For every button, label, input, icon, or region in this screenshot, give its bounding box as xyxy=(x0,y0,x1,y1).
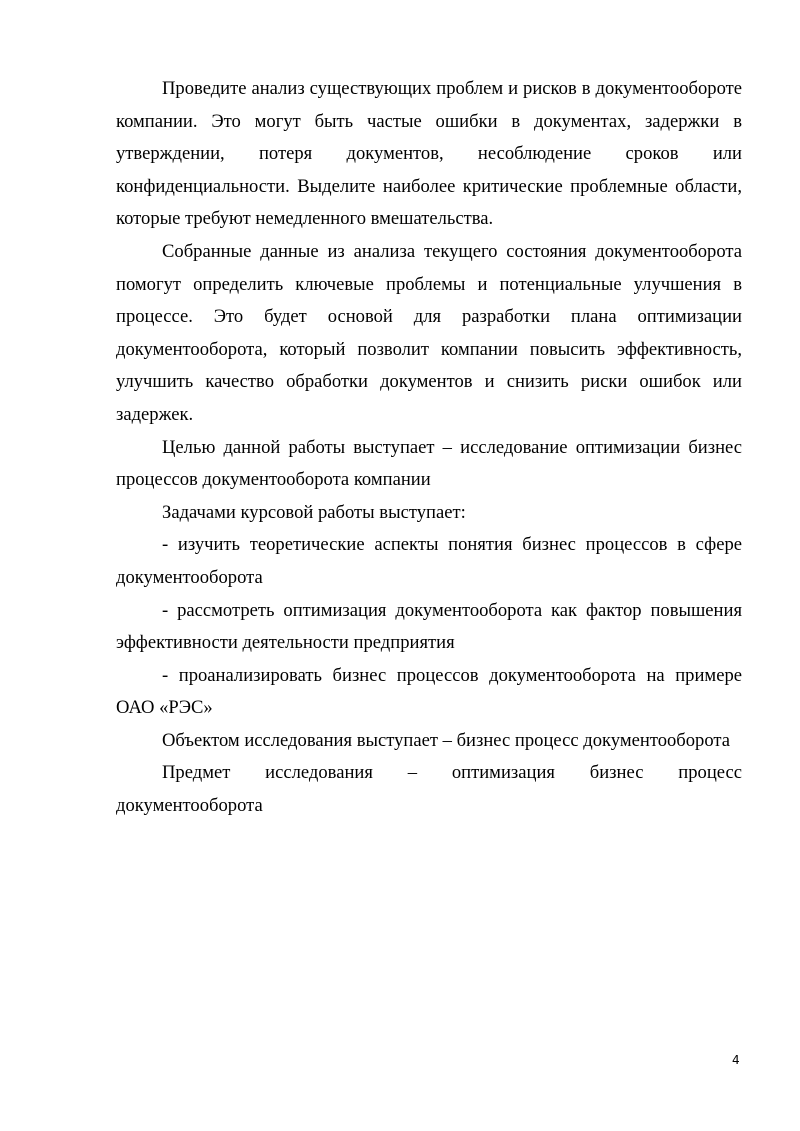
task-item-optimization: - рассмотреть оптимизация документооборота как фактор повышения эффективности деятельности предприятия xyxy=(116,599,742,654)
paragraph-collected-data: Собранные данные из анализа текущего состояния документооборота помогут определить ключевые проблемы и потенциальные улучшения в процессе. Это будет основой для разработки плана оптимизации документооборота, который позволит компании повысить эффективность, улучшить качество обработки документов и снизить риски ошибок или задержек. xyxy=(116,240,742,425)
paragraph-object: Объектом исследования выступает – бизнес процесс документооборота xyxy=(162,729,731,751)
document-body xyxy=(116,73,742,823)
paragraph-tasks-heading: Задачами курсовой работы выступает: xyxy=(162,501,466,523)
paragraph-problem-analysis: Проведите анализ существующих проблем и рисков в документообороте компании. Это могут быть частые ошибки в документах, задержки в утверждении, потеря документов, несоблюдение сроков или конфиденциальности. Выделите наиболее критические проблемные области, которые требуют немедленного вмешательства. xyxy=(116,78,742,230)
page-number: 4 xyxy=(732,1053,740,1067)
paragraph-subject: Предмет исследования – оптимизация бизнес процесс документооборота xyxy=(116,762,742,817)
task-item-theory: - изучить теоретические аспекты понятия бизнес процессов в сфере документооборота xyxy=(116,534,742,588)
task-item-analysis: - проанализировать бизнес процессов документооборота на примере ОАО «РЭС» xyxy=(116,664,742,719)
paragraph-goal: Целью данной работы выступает – исследование оптимизации бизнес процессов документооборота компании xyxy=(116,436,742,491)
